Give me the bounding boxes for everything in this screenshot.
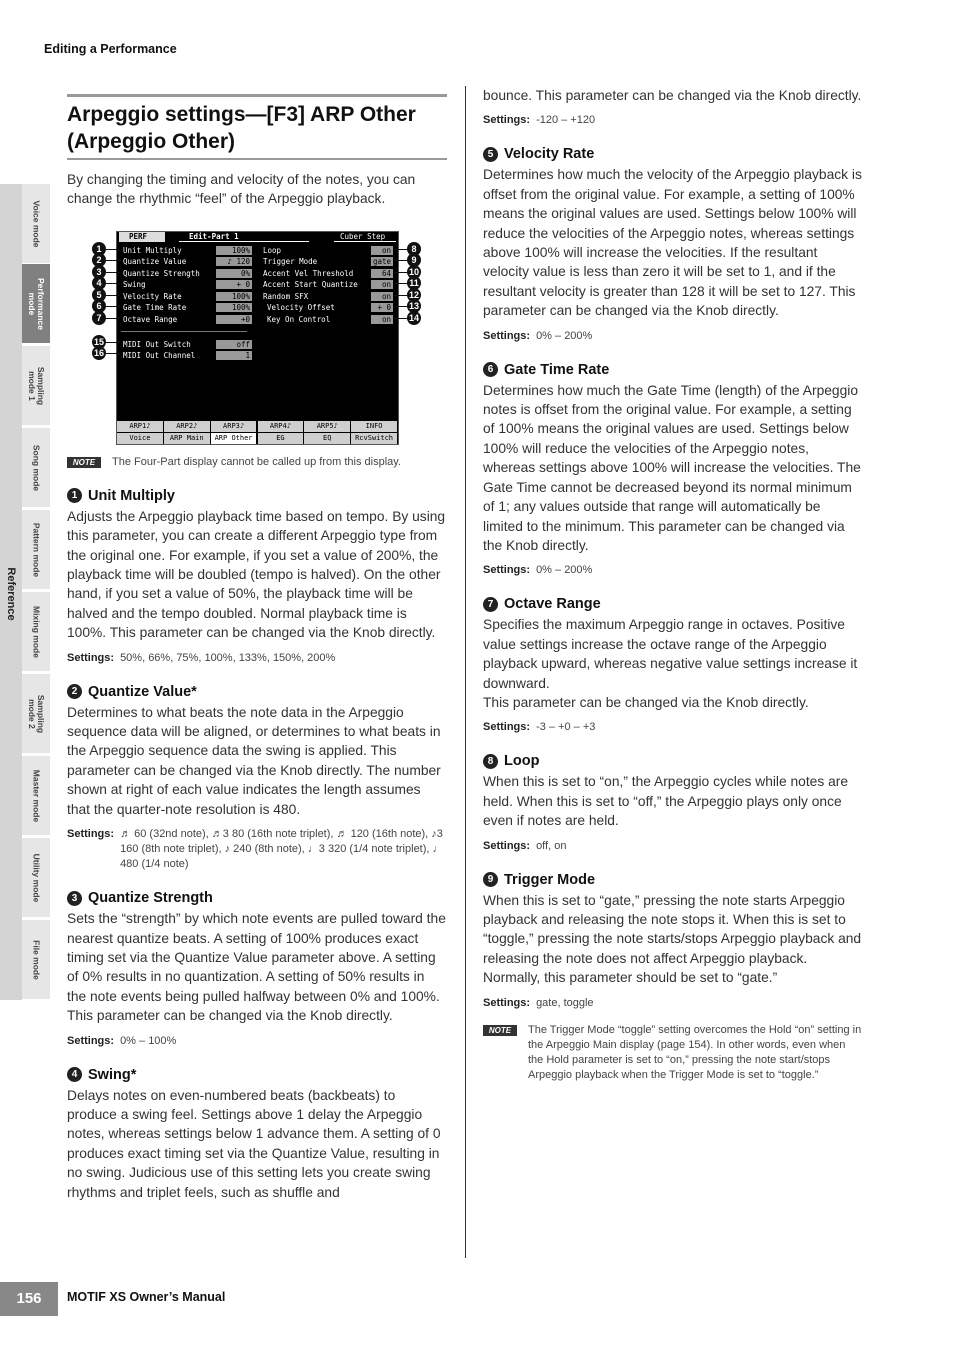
settings-value: -3 – +0 – +3 xyxy=(536,721,596,734)
param-number: 5 xyxy=(483,147,498,162)
callout-marker: 4 xyxy=(92,276,106,290)
param-title: Quantize Strength xyxy=(88,890,213,907)
column-divider xyxy=(465,86,466,1258)
settings-label: Settings: xyxy=(67,1034,115,1047)
lcd-right-label: Loop xyxy=(263,245,282,255)
callout-marker: 15 xyxy=(93,336,104,347)
lcd-left-label: Velocity Rate xyxy=(123,291,182,301)
lcd-tab-top: ARP2♪ xyxy=(164,421,211,432)
note-box xyxy=(483,1023,863,1083)
lcd-left-value: 100% xyxy=(216,303,252,312)
lcd-right-value: + 0 xyxy=(371,303,393,312)
page-number: 156 xyxy=(0,1282,58,1316)
param-number: 8 xyxy=(483,754,498,769)
settings-label: Settings: xyxy=(67,828,115,841)
lcd-left-label: Swing xyxy=(123,280,146,290)
param-text: Determines how much the velocity of the Arpeggio playback is offset from the original value. For example, a setting of 100% means the original values are used. Settings below 100% will reduce the velocities of the Arpeggio notes, whereas settings above 100% will increase the velocities. If the resultant velocity value is less than zero it will be set to 1, and if the resultant velocity is greater than 128 it will be set to 127. This parameter can be changed via the Knob directly. xyxy=(483,167,862,319)
callout-marker: 8 xyxy=(407,242,421,256)
note-badge: NOTE xyxy=(67,457,101,468)
side-tab-utility[interactable]: Utility mode xyxy=(22,838,50,918)
lcd-left-label: Quantize Strength xyxy=(123,268,200,278)
settings-value: 0% – 200% xyxy=(536,564,593,577)
callout-leader xyxy=(106,283,120,284)
lcd-right-value: on xyxy=(371,315,393,324)
lcd-left-value: 100% xyxy=(216,292,252,301)
lcd-right-value: 64 xyxy=(371,269,393,278)
lcd-right-label: Trigger Mode xyxy=(263,257,318,267)
param-text: When this is set to “on,” the Arpeggio cycles while notes are held. When this is set to “off,” the Arpeggio plays only once even if notes are held. xyxy=(483,774,849,829)
callout-leader xyxy=(106,353,120,354)
note-box xyxy=(67,455,447,470)
settings-label: Settings: xyxy=(483,839,531,852)
lcd-tab-top: ARP4♪ xyxy=(258,421,305,432)
param-swing xyxy=(67,1067,447,1202)
callout-marker: 7 xyxy=(92,311,106,325)
callout-marker: 6 xyxy=(92,299,106,313)
callout-marker: 12 xyxy=(408,289,419,300)
callout-marker: 5 xyxy=(92,288,106,302)
callout-leader xyxy=(106,318,120,319)
lcd-tab-bottom: ARP Other xyxy=(211,433,258,444)
callout-marker: 14 xyxy=(408,312,419,323)
callout-marker: 3 xyxy=(92,265,106,279)
side-tab-performance[interactable]: Performance mode xyxy=(22,264,50,344)
param-text-2: This parameter can be changed via the Knob directly. xyxy=(483,694,809,710)
callout-marker: 9 xyxy=(407,253,421,267)
side-tab-sampling-2[interactable]: Sampling mode 2 xyxy=(22,674,50,754)
lcd-left-value: +0 xyxy=(216,315,252,324)
param-text: Determines to what beats the note data in the Arpeggio sequence data will be aligned, or determines to what beats in the Arpeggio sequence data the swing is applied. This parameter can be changed via the Knob directly. The number shown at right of each value indicates the length assumes that the quarter-note resolution is 480. xyxy=(67,704,441,817)
param-octave-range xyxy=(483,596,863,735)
callout-leader xyxy=(394,295,407,296)
lcd-right-label: Random SFX xyxy=(263,291,309,301)
param-number: 3 xyxy=(67,891,82,906)
callout-marker: 10 xyxy=(408,266,419,277)
param-number: 6 xyxy=(483,362,498,377)
param-title: Trigger Mode xyxy=(504,871,596,888)
note-text: The Four-Part display cannot be called up from this display. xyxy=(112,455,401,468)
side-tab-sampling-1[interactable]: Sampling mode 1 xyxy=(22,346,50,426)
param-number: 1 xyxy=(67,488,82,503)
side-tab-mixing[interactable]: Mixing mode xyxy=(22,592,50,672)
swing-continued-text: bounce. This parameter can be changed via the Knob directly. xyxy=(483,88,862,103)
param-text: Determines how much the Gate Time (length) of the Arpeggio notes is offset from the original value. For example, a setting of 100% means the original values are used. Settings below 100% will reduce the velocities of the Arpeggio notes, whereas settings above 100% will increase the velocities. The Gate Time cannot be decreased beyond its normal minimum of 1; any values outside that range will automatically be limited to the minimum. This parameter can be changed via the Knob directly. xyxy=(483,382,861,553)
settings-value: gate, toggle xyxy=(536,996,594,1009)
lcd-tab-bottom: EG xyxy=(258,433,305,444)
callout-leader xyxy=(106,272,120,273)
settings-label: Settings: xyxy=(483,721,531,734)
lcd-tab-top: INFO xyxy=(351,421,398,432)
settings-value: 50%, 66%, 75%, 100%, 133%, 150%, 200% xyxy=(120,651,336,664)
settings-value: ♬ 60 (32nd note), ♬3 80 (16th note triplet), ♬ 120 (16th note), ♪3 160 (8th note triplet), ♪ 240 (8th note), ♩3 320 (1/4 note triplet), ♩ 480 (1/4 note) xyxy=(120,828,444,871)
callout-marker: 1 xyxy=(92,242,106,256)
section-title: Arpeggio settings—[F3] ARP Other (Arpeggio Other) xyxy=(67,94,447,160)
lcd-left-value: off xyxy=(216,340,252,349)
settings-label: Settings: xyxy=(483,564,531,577)
left-column xyxy=(67,94,447,1202)
callout-marker: 2 xyxy=(92,253,106,267)
lcd-right-label: Accent Vel Threshold xyxy=(263,268,354,278)
lcd-left-label: Quantize Value xyxy=(123,257,187,267)
param-title: Gate Time Rate xyxy=(504,361,610,378)
lcd-left-value: 100% xyxy=(216,246,252,255)
lcd-left-label: Unit Multiply xyxy=(123,245,182,255)
param-title: Velocity Rate xyxy=(504,146,595,163)
lcd-tab-bar xyxy=(117,421,398,445)
lcd-right-value: on xyxy=(371,292,393,301)
param-number: 4 xyxy=(67,1067,82,1082)
lcd-tab-bottom: RcvSwitch xyxy=(351,433,398,444)
settings-value: off, on xyxy=(536,839,567,852)
lcd-right-value: on xyxy=(371,280,393,289)
lcd-separator xyxy=(121,331,247,332)
callout-leader xyxy=(106,295,120,296)
note-text: The Trigger Mode “toggle” setting overcomes the Hold “on” setting in the Arpeggio Main display (page 154). In other words, even when the Hold parameter is set to “on,” pressing the note start/stops Arpeggio playback when the Trigger Mode is set to “toggle.” xyxy=(528,1023,862,1081)
lcd-right-value: gate xyxy=(372,257,391,267)
param-title: Quantize Value* xyxy=(88,683,197,700)
callout-leader xyxy=(394,283,407,284)
reference-strip xyxy=(0,184,22,1000)
lcd-figure xyxy=(67,231,447,449)
param-number: 2 xyxy=(67,684,82,699)
param-title: Loop xyxy=(504,753,540,770)
param-title: Unit Multiply xyxy=(88,487,175,504)
lcd-tab-bottom: EQ xyxy=(304,433,351,444)
running-header: Editing a Performance xyxy=(44,42,177,56)
side-tab-song[interactable]: Song mode xyxy=(22,428,50,508)
param-loop xyxy=(483,753,863,853)
lcd-left-label: Gate Time Rate xyxy=(123,303,187,313)
lcd-left-value: + 0 xyxy=(216,280,252,289)
param-velocity-rate xyxy=(483,146,863,343)
param-number: 9 xyxy=(483,872,498,887)
settings-value: 0% – 100% xyxy=(120,1034,177,1047)
lcd-tab-bottom: Voice xyxy=(117,433,164,444)
side-tab-file[interactable]: File mode xyxy=(22,920,50,1000)
lcd-left-label: MIDI Out Switch xyxy=(123,339,191,349)
settings-label: Settings: xyxy=(483,996,531,1009)
param-quantize-strength xyxy=(67,890,447,1048)
param-unit-multiply xyxy=(67,488,447,666)
callout-leader xyxy=(394,272,407,273)
callout-marker: 13 xyxy=(408,301,419,312)
callout-leader xyxy=(106,249,120,250)
side-tab-master[interactable]: Master mode xyxy=(22,756,50,836)
param-title: Octave Range xyxy=(504,596,601,613)
settings-value: -120 – +120 xyxy=(536,114,596,127)
callout-marker: 16 xyxy=(93,348,104,359)
side-tab-voice[interactable]: Voice mode xyxy=(22,184,50,264)
param-text: Specifies the maximum Arpeggio range in octaves. Positive value settings increase the octave range of the Arpeggio playback upward, whereas negative value settings increase it downward. xyxy=(483,617,858,691)
callout-marker: 11 xyxy=(407,276,421,290)
lcd-left-value: 1 xyxy=(216,351,252,360)
lcd-left-label: Octave Range xyxy=(123,314,178,324)
lcd-tab-top: ARP1♪ xyxy=(117,421,164,432)
lcd-right-label: Velocity Offset xyxy=(267,303,335,313)
intro-text: By changing the timing and velocity of the notes, you can change the rhythmic “feel” of the Arpeggio playback. xyxy=(67,172,416,207)
callout-leader xyxy=(106,306,120,307)
callout-leader xyxy=(106,260,120,261)
param-text: When this is set to “gate,” pressing the note starts Arpeggio playback and releasing the note stops it. When this is set to “toggle,” pressing the note starts/stops Arpeggio playback and releasing the note does not affect Arpeggio playback. Normally, this parameter should be set to “gate.” xyxy=(483,892,862,986)
lcd-perf-label: PERF xyxy=(119,232,165,242)
note-badge: NOTE xyxy=(483,1025,517,1036)
settings-label: Settings: xyxy=(483,329,531,342)
manual-title: MOTIF XS Owner’s Manual xyxy=(67,1290,226,1304)
lcd-right-value: on xyxy=(371,246,393,255)
lcd-screen xyxy=(116,231,399,445)
settings-label: Settings: xyxy=(67,651,115,664)
param-trigger-mode xyxy=(483,872,863,1011)
lcd-edit-label: Edit-Part 1 xyxy=(179,232,309,242)
settings-label: Settings: xyxy=(483,114,531,127)
lcd-left-label: MIDI Out Channel xyxy=(123,351,196,361)
lcd-left-value: ♪ 120 xyxy=(216,257,252,266)
callout-leader xyxy=(394,318,407,319)
lcd-right-label: Key On Control xyxy=(267,314,331,324)
lcd-tab-top: ARP5♪ xyxy=(304,421,351,432)
lcd-right-label: Accent Start Quantize xyxy=(263,280,358,290)
callout-leader xyxy=(394,249,407,250)
lcd-left-value: 0% xyxy=(216,269,252,278)
param-number: 7 xyxy=(483,597,498,612)
lcd-tab-bottom: ARP Main xyxy=(164,433,211,444)
reference-label: Reference xyxy=(5,567,17,621)
settings-value: 0% – 200% xyxy=(536,329,593,342)
callout-leader xyxy=(106,342,120,343)
param-title: Swing* xyxy=(88,1066,137,1083)
param-quantize-value xyxy=(67,684,447,872)
param-text: Sets the “strength” by which note events are pulled toward the nearest quantize beats. A setting of 100% produces exact timing set via the Quantize Value parameter above. A setting of 0% results in no quantization. A setting of 50% results in the note events being pulled halfway between 0% and 100%. This parameter can be changed via the Knob directly. xyxy=(67,911,446,1024)
lcd-arp-type: Cuber Step xyxy=(334,232,396,242)
side-tab-pattern[interactable]: Pattern mode xyxy=(22,510,50,590)
param-gate-time-rate xyxy=(483,362,863,579)
lcd-tab-top: ARP3♪ xyxy=(211,421,258,432)
right-column xyxy=(483,86,863,1083)
param-text: Delays notes on even-numbered beats (backbeats) to produce a swing feel. Settings above 1 delay the Arpeggio notes, whereas settings below 1 advance them. A setting of 0 produces exact timing set via the Quantize Value, resulting in no swing. Judicious use of this setting lets you create swing rhythms and triplet feels, such as shuffle and xyxy=(67,1087,441,1200)
callout-leader xyxy=(394,306,407,307)
callout-leader xyxy=(394,260,407,261)
param-text: Adjusts the Arpeggio playback time based on tempo. By using this parameter, you can create a different Arpeggio type from the original one. For example, if you set a value of 200%, the playback time will be doubled (tempo is halved). On the other hand, if you set a value of 50%, the playback time will be halved and the tempo doubled. Normal playback time is 100%. This parameter can be changed via the Knob directly. xyxy=(67,508,446,641)
side-index xyxy=(0,184,50,1000)
